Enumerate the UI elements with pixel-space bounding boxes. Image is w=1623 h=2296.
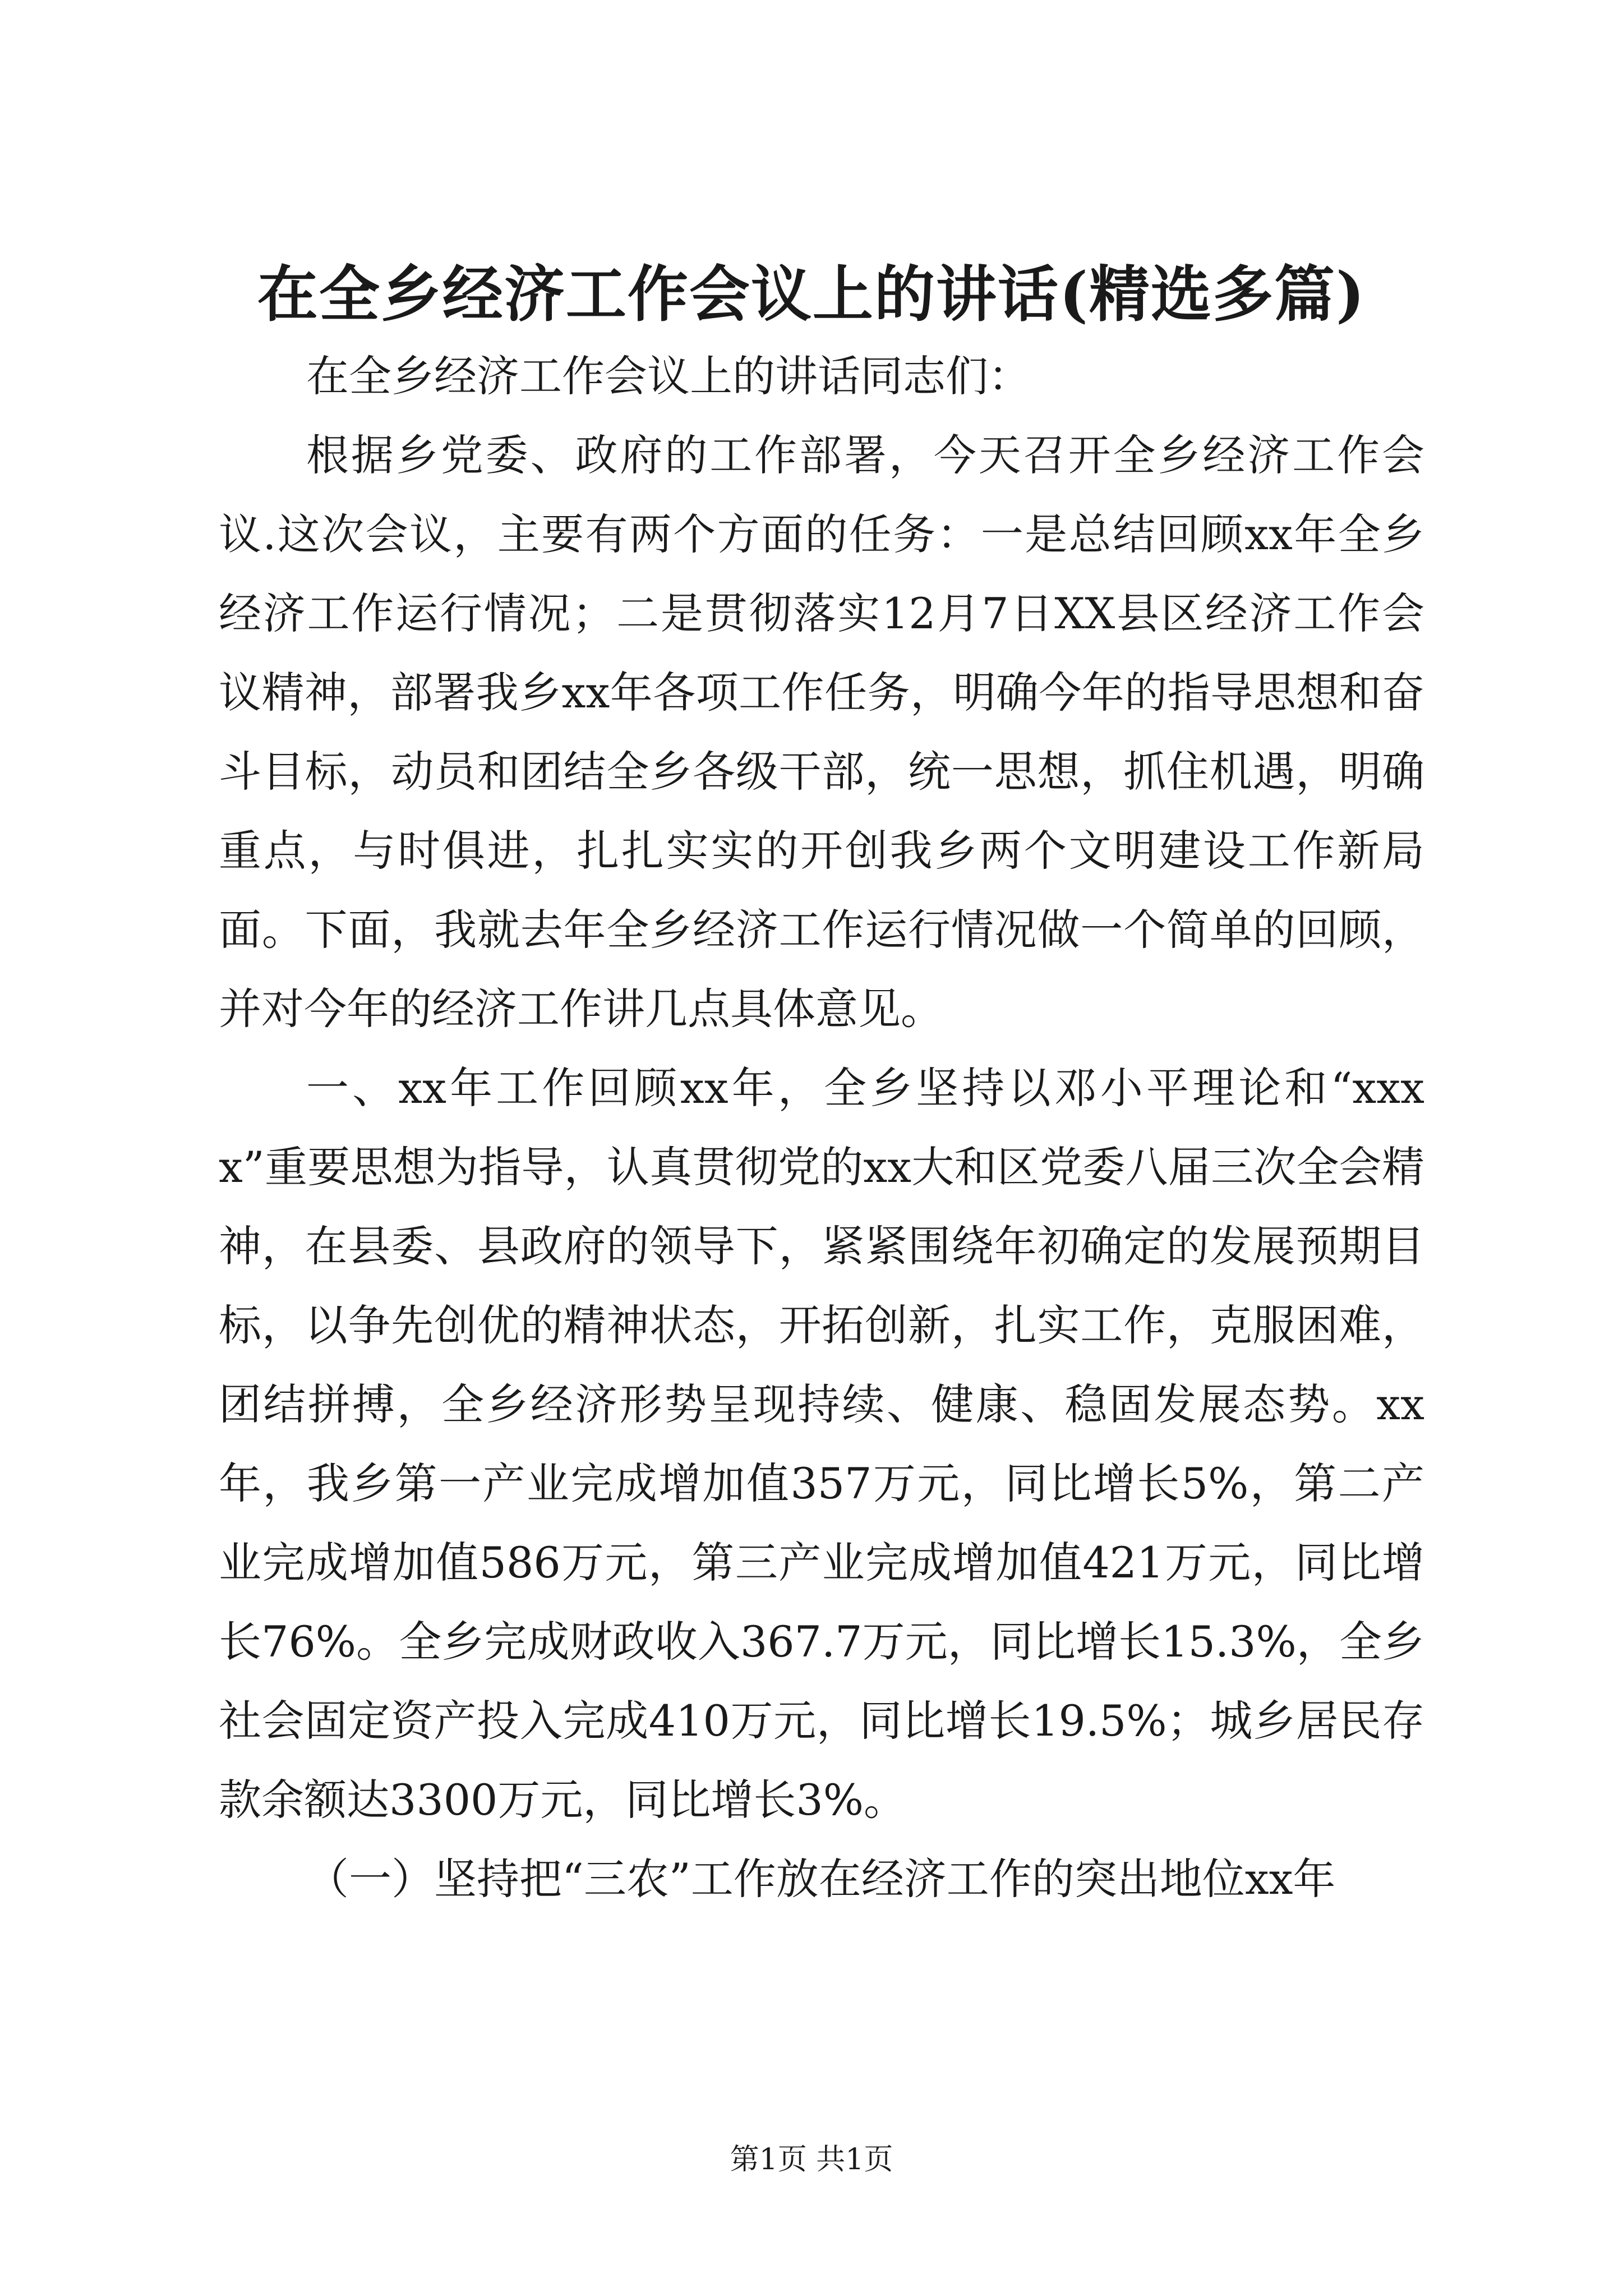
document-title: 在全乡经济工作会议上的讲话(精选多篇)	[257, 259, 1366, 330]
paragraph-review: 一、xx年工作回顾xx年，全乡坚持以邓小平理论和“xxxx”重要思想为指导，认真贯彻党的xx大和区党委八届三次全会精神，在县委、县政府的领导下，紧紧围绕年初确定的发展预期目标，以争先创优的精神状态，开拓创新，扎实工作，克服困难，团结拼搏，全乡经济形势呈现持续、健康、稳固发展态势。xx年，我乡第一产业完成增加值357万元，同比增长5%，第二产业完成增加值586万元，第三产业完成增加值421万元，同比增长76%。全乡完成财政收入367.7万元，同比增长15.3%，全乡社会固定资产投入完成410万元，同比增长19.5%；城乡居民存款余额达3300万元，同比增长3%。	[219, 1063, 1424, 1825]
paragraph-greeting: 在全乡经济工作会议上的讲话同志们：	[306, 351, 1031, 401]
paragraph-intro: 根据乡党委、政府的工作部署，今天召开全乡经济工作会议.这次会议，主要有两个方面的任务：一是总结回顾xx年全乡经济工作运行情况；二是贯彻落实12月7日XX县区经济工作会议精神，部署我乡xx年各项工作任务，明确今年的指导思想和奋斗目标，动员和团结全乡各级干部，统一思想，抓住机遇，明确重点，与时俱进，扎扎实实的开创我乡两个文明建设工作新局面。下面，我就去年全乡经济工作运行情况做一个简单的回顾，并对今年的经济工作讲几点具体意见。	[219, 430, 1424, 1034]
document-body	[219, 337, 1424, 1918]
paragraph-section-one: （一）坚持把“三农”工作放在经济工作的突出地位xx年	[306, 1854, 1336, 1904]
page-number-footer: 第1页 共1页	[730, 2143, 893, 2177]
